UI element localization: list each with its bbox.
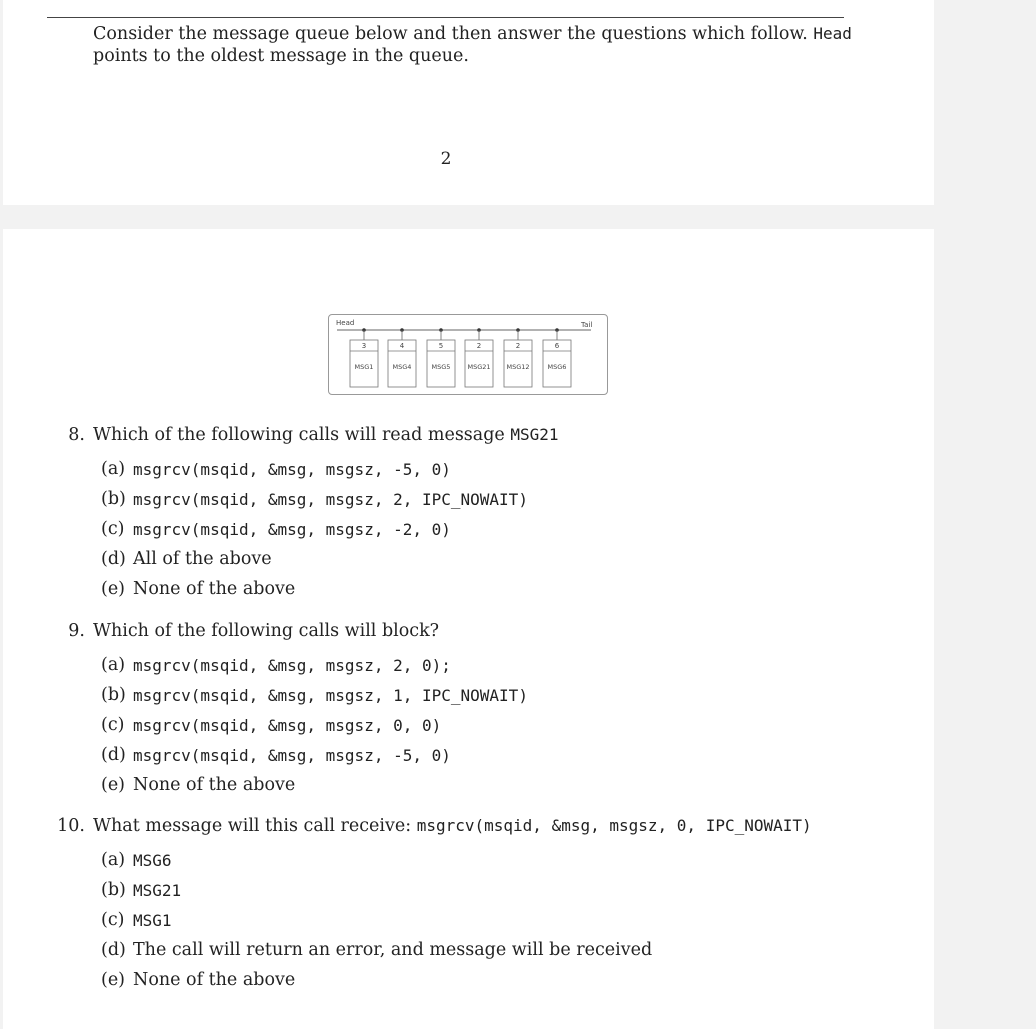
queue-message-msg21 (465, 328, 493, 387)
queue-message-msg6 (543, 328, 571, 387)
question-prompt: Which of the following calls will block? (93, 621, 440, 641)
option-text: msgrcv(msqid, &msg, msgsz, 2, 0); (133, 656, 451, 675)
question-prompt: Which of the following calls will read message (93, 425, 511, 445)
option-text: MSG1 (133, 911, 172, 930)
question-code: MSG21 (510, 425, 559, 444)
queue-message-type: 3 (361, 342, 367, 350)
message-queue-svg (329, 315, 607, 394)
question-number: 8. (68, 425, 85, 445)
question-code: msgrcv(msqid, &msg, msgsz, 0, IPC_NOWAIT) (416, 816, 812, 835)
option-label: (a) (101, 655, 126, 675)
option-text: msgrcv(msqid, &msg, msgsz, -5, 0) (133, 746, 451, 765)
option-label: (a) (101, 459, 126, 479)
option-label: (c) (101, 519, 125, 539)
queue-message-type: 5 (438, 342, 444, 350)
option-label: (d) (101, 940, 126, 960)
option-label: (e) (101, 970, 126, 990)
option-label: (c) (101, 910, 125, 930)
option-label: (d) (101, 549, 126, 569)
option-label: (d) (101, 745, 126, 765)
option-text: None of the above (133, 579, 296, 599)
queue-message-msg5 (427, 328, 455, 387)
queue-message-name: MSG21 (467, 363, 491, 371)
option-label: (e) (101, 579, 126, 599)
question-prompt: What message will this call receive: (93, 816, 417, 836)
question-number: 9. (68, 621, 85, 641)
option-text: msgrcv(msqid, &msg, msgsz, -2, 0) (133, 520, 451, 539)
question-text (93, 425, 559, 445)
head-label: Head (336, 319, 355, 327)
section-divider (47, 17, 844, 18)
intro-code: Head (813, 24, 852, 43)
queue-message-type: 2 (515, 342, 521, 350)
option-label: (a) (101, 850, 126, 870)
queue-message-name: MSG1 (354, 363, 374, 371)
option-text: msgrcv(msqid, &msg, msgsz, 2, IPC_NOWAIT) (133, 490, 528, 509)
intro-text-end: points to the oldest message in the queue. (93, 46, 469, 66)
queue-message-msg1 (350, 328, 378, 387)
queue-message-type: 6 (554, 342, 560, 350)
option-label: (b) (101, 489, 126, 509)
option-label: (c) (101, 715, 125, 735)
option-text: msgrcv(msqid, &msg, msgsz, 0, 0) (133, 716, 442, 735)
question-text (93, 621, 439, 641)
option-text: All of the above (133, 549, 272, 569)
queue-message-name: MSG12 (506, 363, 530, 371)
question-text (93, 816, 812, 836)
option-text: MSG6 (133, 851, 172, 870)
option-text: The call will return an error, and message will be received (133, 940, 653, 960)
page-bottom (3, 229, 934, 1029)
option-text: None of the above (133, 970, 296, 990)
intro-text: Consider the message queue below and then answer the questions which follow. (93, 24, 814, 44)
intro-paragraph (93, 23, 853, 67)
queue-message-name: MSG4 (392, 363, 412, 371)
option-label: (b) (101, 880, 126, 900)
question-number: 10. (57, 816, 85, 836)
option-text: MSG21 (133, 881, 182, 900)
option-text: None of the above (133, 775, 296, 795)
option-text: msgrcv(msqid, &msg, msgsz, -5, 0) (133, 460, 451, 479)
page-number: 2 (440, 149, 452, 169)
option-label: (e) (101, 775, 126, 795)
queue-message-type: 4 (399, 342, 405, 350)
queue-message-msg12 (504, 328, 532, 387)
option-text: msgrcv(msqid, &msg, msgsz, 1, IPC_NOWAIT) (133, 686, 528, 705)
queue-message-msg4 (388, 328, 416, 387)
queue-message-name: MSG6 (547, 363, 567, 371)
tail-label: Tail (581, 321, 593, 329)
queue-message-name: MSG5 (431, 363, 451, 371)
message-queue-diagram (328, 314, 608, 395)
option-label: (b) (101, 685, 126, 705)
queue-message-type: 2 (476, 342, 482, 350)
page-top (3, 0, 934, 205)
